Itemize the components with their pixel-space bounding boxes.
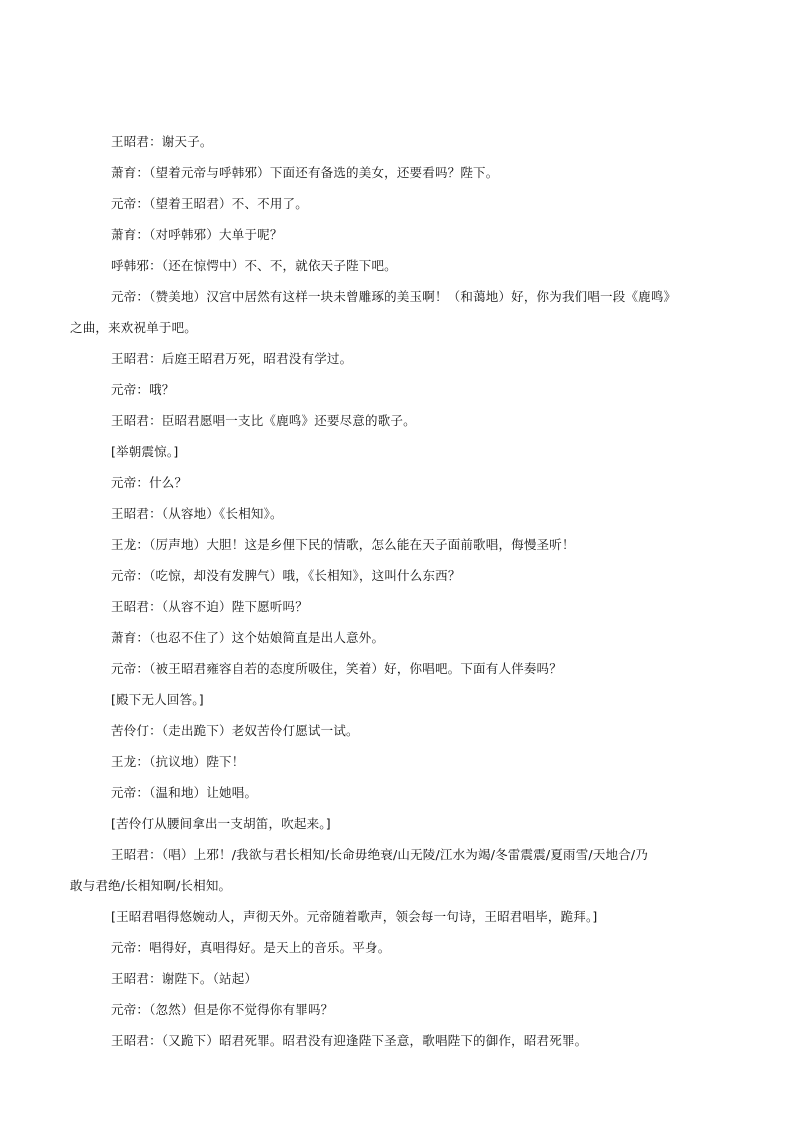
stage-direction: [举朝震惊。]: [111, 444, 179, 459]
dialogue-line: 元帝：唱得好，真唱得好。是天上的音乐。平身。: [111, 940, 391, 955]
dialogue-line: 元帝：（温和地）让她唱。: [111, 785, 258, 800]
dialogue-line: 王龙：（抗议地）陛下！: [111, 754, 245, 769]
dialogue-line-continuation: 之曲，来欢祝单于吧。: [70, 320, 198, 335]
dialogue-line: 元帝：哦？: [111, 382, 175, 397]
dialogue-line: 王昭君：后庭王昭君万死，昭君没有学过。: [111, 351, 353, 366]
dialogue-line: 王昭君：（从容地）《长相知》。: [111, 506, 283, 521]
dialogue-line: 王昭君：（从容不迫）陛下愿听吗？: [111, 599, 308, 614]
stage-direction: [苦伶仃从腰间拿出一支胡笛，吹起来。]: [111, 816, 331, 831]
dialogue-line: 王昭君：（唱）上邪！/我欲与君长相知/长命毋绝衰/山无陵/江水为竭/冬雷震震/夏雨雪/天地合/乃: [111, 847, 649, 862]
dialogue-line: 呼韩邪：（还在惊愕中）不、不，就依天子陛下吧。: [111, 258, 397, 273]
dialogue-line: 元帝：（望着王昭君）不、不用了。: [111, 196, 308, 211]
dialogue-line: 王昭君：谢陛下。（站起）: [111, 971, 258, 986]
dialogue-line: 元帝：（赞美地）汉宫中居然有这样一块未曾雕琢的美玉啊！（和蔼地）好，你为我们唱一段《鹿鸣》: [111, 289, 677, 304]
dialogue-line: 元帝：（吃惊，却没有发脾气）哦，《长相知》，这叫什么东西？: [111, 568, 461, 583]
dialogue-line: 萧育：（也忍不住了）这个姑娘简直是出人意外。: [111, 630, 385, 645]
dialogue-line: 元帝：什么？: [111, 475, 188, 490]
dialogue-line: 元帝：（忽然）但是你不觉得你有罪吗？: [111, 1002, 334, 1017]
dialogue-line: 王昭君：臣昭君愿唱一支比《鹿鸣》还要尽意的歌子。: [111, 413, 416, 428]
dialogue-line: 王昭君：谢天子。: [111, 134, 213, 149]
stage-direction: [殿下无人回答。]: [111, 692, 204, 707]
dialogue-line: 苦伶仃：（走出跪下）老奴苦伶仃愿试一试。: [111, 723, 359, 738]
dialogue-line: 元帝：（被王昭君雍容自若的态度所吸住，笑着）好，你唱吧。下面有人伴奏吗？: [111, 661, 562, 676]
dialogue-line: 萧育：（望着元帝与呼韩邪）下面还有备选的美女，还要看吗？陛下。: [111, 165, 499, 180]
dialogue-line: 萧育：（对呼韩邪）大单于呢？: [111, 227, 283, 242]
stage-direction: [王昭君唱得悠婉动人，声彻天外。元帝随着歌声，领会每一句诗，王昭君唱毕，跪拜。]: [111, 909, 598, 924]
dialogue-line: 王龙：（厉声地）大胆！这是乡俚下民的情歌，怎么能在天子面前歌唱，侮慢圣听！: [111, 537, 575, 552]
dialogue-line: 王昭君：（又跪下）昭君死罪。昭君没有迎逢陛下圣意，歌唱陛下的御作，昭君死罪。: [111, 1033, 588, 1048]
dialogue-line-continuation: 敢与君绝/长相知啊/长相知。: [70, 878, 232, 893]
